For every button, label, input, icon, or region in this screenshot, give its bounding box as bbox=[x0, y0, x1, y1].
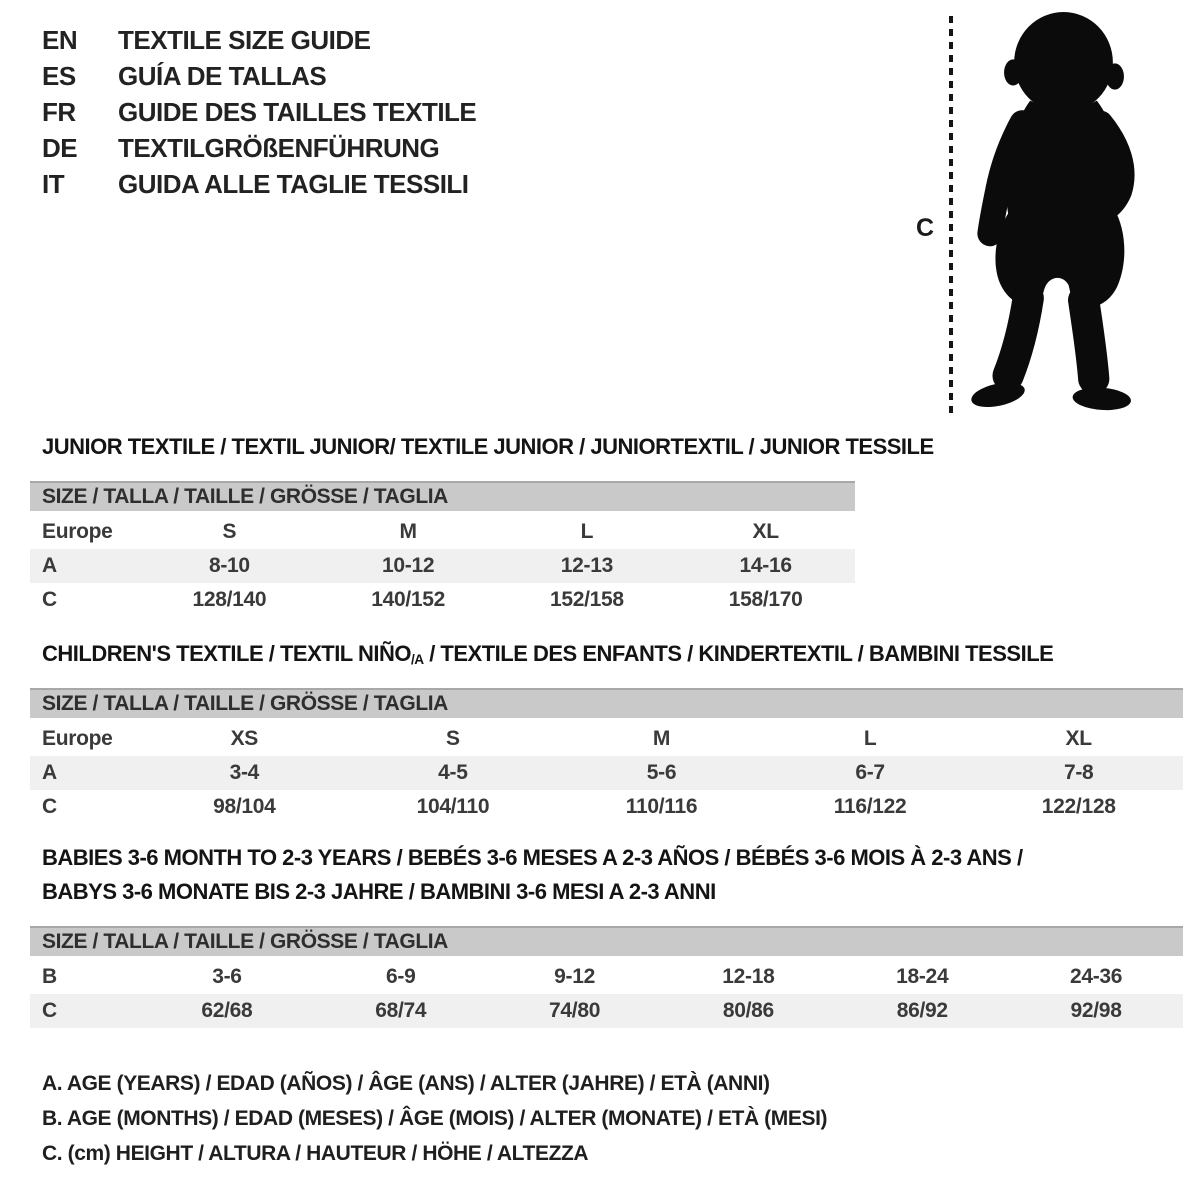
size-cell: S bbox=[222, 520, 237, 543]
size-cell: 6-9 bbox=[386, 965, 416, 988]
row-label: A bbox=[42, 554, 57, 577]
size-cell: 6-7 bbox=[855, 761, 885, 784]
babies-section-title-line1: BABIES 3-6 MONTH TO 2-3 YEARS / BEBÉS 3-6 MESES A 2-3 AÑOS / BÉBÉS 3-6 MOIS À 2-3 ANS / bbox=[42, 845, 1023, 870]
size-cell: 122/128 bbox=[1041, 795, 1116, 818]
size-cell: 24-36 bbox=[1069, 965, 1123, 988]
language-code: FR bbox=[42, 96, 76, 127]
legend-line-a: A. AGE (YEARS) / EDAD (AÑOS) / ÂGE (ANS) / ALTER (JAHRE) / ETÀ (ANNI) bbox=[42, 1071, 770, 1095]
language-code: DE bbox=[42, 132, 78, 163]
size-cell: S bbox=[446, 727, 460, 750]
row-label: B bbox=[42, 965, 57, 988]
height-measure-label: C bbox=[916, 214, 935, 242]
size-cell: 3-4 bbox=[229, 761, 260, 784]
size-cell: M bbox=[652, 727, 671, 750]
size-cell: 12-18 bbox=[722, 965, 775, 988]
toddler-silhouette-icon bbox=[958, 10, 1168, 418]
measurement-legend bbox=[42, 1066, 827, 1171]
size-cell: 5-6 bbox=[646, 761, 677, 784]
size-cell: 8-10 bbox=[208, 554, 250, 577]
language-code: IT bbox=[42, 168, 65, 199]
list-item bbox=[42, 130, 476, 166]
language-title: GUIDE DES TAILLES TEXTILE bbox=[118, 96, 477, 127]
size-cell: 98/104 bbox=[213, 795, 276, 818]
size-cell: 116/122 bbox=[833, 795, 907, 818]
language-code: EN bbox=[42, 24, 78, 55]
size-cell: 86/92 bbox=[896, 999, 948, 1022]
size-cell: 7-8 bbox=[1063, 761, 1094, 784]
children-title-prefix: CHILDREN'S TEXTILE / TEXTIL NIÑO bbox=[42, 641, 411, 666]
height-dashed-line bbox=[949, 16, 953, 414]
babies-section-title-line2: BABYS 3-6 MONATE BIS 2-3 JAHRE / BAMBINI 3-6 MESI A 2-3 ANNI bbox=[42, 879, 716, 904]
children-size-table bbox=[30, 688, 1183, 824]
size-cell: 68/74 bbox=[375, 999, 427, 1022]
row-label: C bbox=[42, 588, 57, 611]
size-cell: 152/158 bbox=[549, 588, 624, 611]
list-item bbox=[42, 94, 476, 130]
children-section-title bbox=[42, 641, 1053, 667]
size-cell: XS bbox=[230, 727, 258, 750]
size-cell: 158/170 bbox=[728, 588, 803, 611]
size-cell: 12-13 bbox=[560, 554, 613, 577]
legend-line-b: B. AGE (MONTHS) / EDAD (MESES) / ÂGE (MOIS) / ALTER (MONATE) / ETÀ (MESI) bbox=[42, 1106, 828, 1130]
table-row bbox=[30, 549, 855, 583]
size-cell: L bbox=[580, 520, 594, 543]
list-item bbox=[42, 22, 476, 58]
size-cell: 74/80 bbox=[549, 999, 601, 1022]
junior-section-title: JUNIOR TEXTILE / TEXTIL JUNIOR/ TEXTILE JUNIOR / JUNIORTEXTIL / JUNIOR TESSILE bbox=[42, 434, 934, 459]
size-cell: 18-24 bbox=[896, 965, 949, 988]
table-row bbox=[30, 722, 1183, 756]
language-title-list bbox=[42, 22, 476, 202]
size-cell: L bbox=[863, 727, 877, 750]
table-row bbox=[30, 583, 855, 617]
size-cell: 104/110 bbox=[416, 795, 490, 818]
size-header-label: SIZE / TALLA / TAILLE / GRÖSSE / TAGLIA bbox=[42, 692, 448, 715]
size-cell: 3-6 bbox=[212, 965, 242, 988]
size-cell: 128/140 bbox=[192, 588, 267, 611]
size-cell: 110/116 bbox=[625, 795, 698, 818]
language-code: ES bbox=[42, 60, 76, 91]
table-row bbox=[30, 960, 1183, 994]
row-label: C bbox=[42, 795, 57, 818]
size-cell: M bbox=[399, 520, 417, 543]
list-item bbox=[42, 58, 476, 94]
babies-size-table bbox=[30, 926, 1183, 1028]
size-header-label: SIZE / TALLA / TAILLE / GRÖSSE / TAGLIA bbox=[42, 485, 448, 508]
size-cell: XL bbox=[1065, 727, 1092, 750]
size-cell: XL bbox=[752, 520, 779, 543]
size-header-band bbox=[30, 688, 1183, 718]
children-title-suffix: / TEXTILE DES ENFANTS / KINDERTEXTIL / BAMBINI TESSILE bbox=[423, 641, 1054, 666]
row-label: C bbox=[42, 999, 57, 1022]
size-header-label: SIZE / TALLA / TAILLE / GRÖSSE / TAGLIA bbox=[42, 930, 448, 953]
size-cell: 62/68 bbox=[201, 999, 253, 1022]
legend-line-c: C. (cm) HEIGHT / ALTURA / HAUTEUR / HÖHE / ALTEZZA bbox=[42, 1141, 589, 1165]
size-cell: 10-12 bbox=[382, 554, 435, 577]
table-row bbox=[30, 515, 855, 549]
children-title-sub: /A bbox=[410, 652, 424, 667]
list-item bbox=[42, 166, 476, 202]
size-cell: 80/86 bbox=[722, 999, 774, 1022]
junior-size-table bbox=[30, 481, 855, 617]
table-row bbox=[30, 994, 1183, 1028]
size-header-band bbox=[30, 481, 855, 511]
language-title: GUÍA DE TALLAS bbox=[118, 60, 327, 91]
row-label: A bbox=[42, 761, 57, 784]
size-cell: 4-5 bbox=[438, 761, 468, 784]
language-title: GUIDA ALLE TAGLIE TESSILI bbox=[118, 168, 469, 199]
row-label: Europe bbox=[42, 727, 113, 750]
language-title: TEXTILE SIZE GUIDE bbox=[118, 24, 371, 55]
language-title: TEXTILGRÖßENFÜHRUNG bbox=[118, 132, 440, 163]
size-header-band bbox=[30, 926, 1183, 956]
size-cell: 92/98 bbox=[1070, 999, 1122, 1022]
size-cell: 9-12 bbox=[554, 965, 595, 988]
table-row bbox=[30, 756, 1183, 790]
table-row bbox=[30, 790, 1183, 824]
size-cell: 14-16 bbox=[739, 554, 792, 577]
size-cell: 140/152 bbox=[371, 588, 446, 611]
row-label: Europe bbox=[42, 520, 113, 543]
